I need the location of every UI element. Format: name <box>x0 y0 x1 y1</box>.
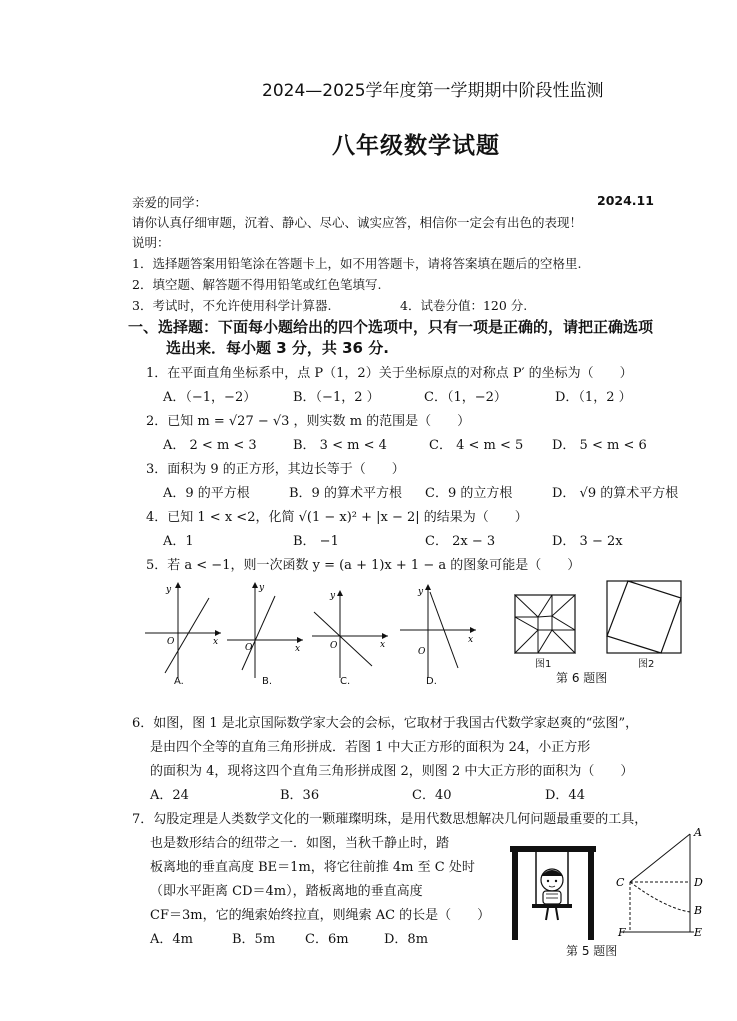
encouragement: 请你认真仔细审题，沉着、静心、尽心、诚实应答，相信你一定会有出色的表现！ <box>132 215 583 230</box>
q5-graph-a <box>143 578 223 688</box>
q3-option-b: B．9 的算术平方根 <box>289 486 402 501</box>
q7-stem-2: 也是数形结合的纽带之一．如图，当秋千静止时，踏 <box>150 836 450 851</box>
q7-point-f: F <box>618 926 626 939</box>
q3-option-c: C．9 的立方根 <box>425 486 513 501</box>
q4-option-b: B． −1 <box>293 534 339 549</box>
q6-figure-caption: 第 6 题图 <box>556 671 608 685</box>
q5c-origin: O <box>330 641 338 651</box>
swing-illustration <box>506 842 602 942</box>
q5d-x-label: x <box>468 635 474 645</box>
q6-fig2-caption: 图2 <box>638 659 655 670</box>
q7-option-a: A．4m <box>150 932 193 947</box>
q2-stem: 2．已知 m = √27 − √3 ，则实数 m 的范围是（ ） <box>146 414 471 429</box>
q7-stem-3: 板离地的垂直高度 BE＝1m，将它往前推 4m 至 C 处时 <box>150 860 475 875</box>
note-4: 4．试卷分值：120 分. <box>400 298 528 313</box>
q5-graph-c <box>310 578 390 688</box>
q5-label-a: A. <box>174 676 184 687</box>
q2-option-b: B． 3 < m < 4 <box>293 438 387 453</box>
q5-label-b: B. <box>262 676 273 687</box>
q5b-x-label: x <box>295 644 301 654</box>
q3-stem: 3．面积为 9 的正方形，其边长等于（ ） <box>146 462 405 477</box>
note-2: 2．填空题、解答题不得用铅笔或红色笔填写. <box>132 277 382 292</box>
q2-option-d: D． 5 < m < 6 <box>552 438 647 453</box>
q6-option-c: C．40 <box>412 788 452 803</box>
q6-option-d: D．44 <box>545 788 585 803</box>
q6-stem-3: 的面积为 4，现将这四个直角三角形拼成图 2，则图 2 中大正方形的面积为（ ） <box>150 764 634 779</box>
q5b-origin: O <box>245 643 253 653</box>
q7-option-c: C．6m <box>305 932 349 947</box>
q5-stem: 5．若 a < −1，则一次函数 y = (a + 1)x + 1 − a 的图象可能是（ ） <box>146 558 581 573</box>
q5-graph-b <box>225 578 305 688</box>
q5d-y-label: y <box>418 587 424 597</box>
exam-date: 2024.11 <box>597 193 654 208</box>
q5a-y-label: y <box>166 585 172 595</box>
q5d-origin: O <box>418 647 426 657</box>
q6-option-b: B．36 <box>280 788 320 803</box>
q1-option-c: C．（1，−2） <box>424 390 507 405</box>
q4-stem: 4．已知 1 < x <2，化简 √(1 − x)² + |x − 2| 的结果为（ ） <box>146 510 528 525</box>
q6-stem-1: 6．如图，图 1 是北京国际数学家大会的会标，它取材于我国古代数学家赵爽的“弦图”， <box>132 716 639 731</box>
q5c-y-label: y <box>330 591 336 601</box>
q6-option-a: A．24 <box>150 788 189 803</box>
q1-option-a: A．（−1，−2） <box>163 390 257 405</box>
q7-point-b: B <box>694 904 703 917</box>
q7-geometry-figure <box>610 820 722 944</box>
q7-stem-5: CF＝3m，它的绳索始终拉直，则绳索 AC 的长是（ ） <box>150 908 491 923</box>
q4-option-d: D． 3 − 2x <box>552 534 623 549</box>
q5c-x-label: x <box>380 640 386 650</box>
q5-label-d: D. <box>426 676 437 687</box>
q1-option-d: D．（1，2 ） <box>555 390 632 405</box>
q4-option-c: C． 2x − 3 <box>425 534 496 549</box>
q7-point-c: C <box>616 876 625 889</box>
q5b-y-label: y <box>259 583 265 593</box>
q6-stem-2: 是由四个全等的直角三角形拼成．若图 1 中大正方形的面积为 24，小正方形 <box>150 740 591 755</box>
q5-label-c: C. <box>340 676 351 687</box>
q6-figure-2 <box>606 580 682 654</box>
q7-point-a: A <box>694 826 702 839</box>
q5-graph-d <box>398 578 478 688</box>
q1-option-b: B．（−1，2 ） <box>293 390 380 405</box>
q6-fig1-caption: 图1 <box>535 659 552 670</box>
q7-stem-4: （即水平距离 CD＝4m），踏板离地的垂直高度 <box>150 884 423 899</box>
q7-option-d: D．8m <box>384 932 429 947</box>
section-heading-cont: 选出来．每小题 3 分，共 36 分. <box>166 339 389 357</box>
q1-stem: 1．在平面直角坐标系中，点 P（1，2）关于坐标原点的对称点 P′ 的坐标为（ ） <box>146 366 633 381</box>
q7-option-b: B．5m <box>232 932 276 947</box>
greeting: 亲爱的同学： <box>132 195 208 210</box>
q6-figure-1 <box>514 594 576 654</box>
q2-option-c: C． 4 < m < 5 <box>429 438 524 453</box>
q7-point-d: D <box>694 876 703 889</box>
notes-label: 说明： <box>132 235 170 250</box>
q7-stem-1: 7．勾股定理是人类数学文化的一颗璀璨明珠，是用代数思想解决几何问题最重要的工具， <box>132 812 648 827</box>
q4-option-a: A．1 <box>163 534 194 549</box>
q5a-origin: O <box>167 637 175 647</box>
q5a-x-label: x <box>213 637 219 647</box>
q3-option-d: D． √9 的算术平方根 <box>552 486 679 501</box>
q7-figure-caption: 第 5 题图 <box>566 944 618 958</box>
q3-option-a: A．9 的平方根 <box>163 486 250 501</box>
q7-point-e: E <box>694 926 703 939</box>
note-1: 1．选择题答案用铅笔涂在答题卡上，如不用答题卡，请将答案填在题后的空格里. <box>132 256 582 271</box>
exam-title: 八年级数学试题 <box>332 133 500 159</box>
exam-subtitle: 2024—2025学年度第一学期期中阶段性监测 <box>262 81 604 101</box>
note-3: 3．考试时，不允许使用科学计算器. <box>132 298 332 313</box>
section-heading: 一、选择题：下面每小题给出的四个选项中，只有一项是正确的，请把正确选项 <box>128 318 654 336</box>
q2-option-a: A． 2 < m < 3 <box>163 438 257 453</box>
